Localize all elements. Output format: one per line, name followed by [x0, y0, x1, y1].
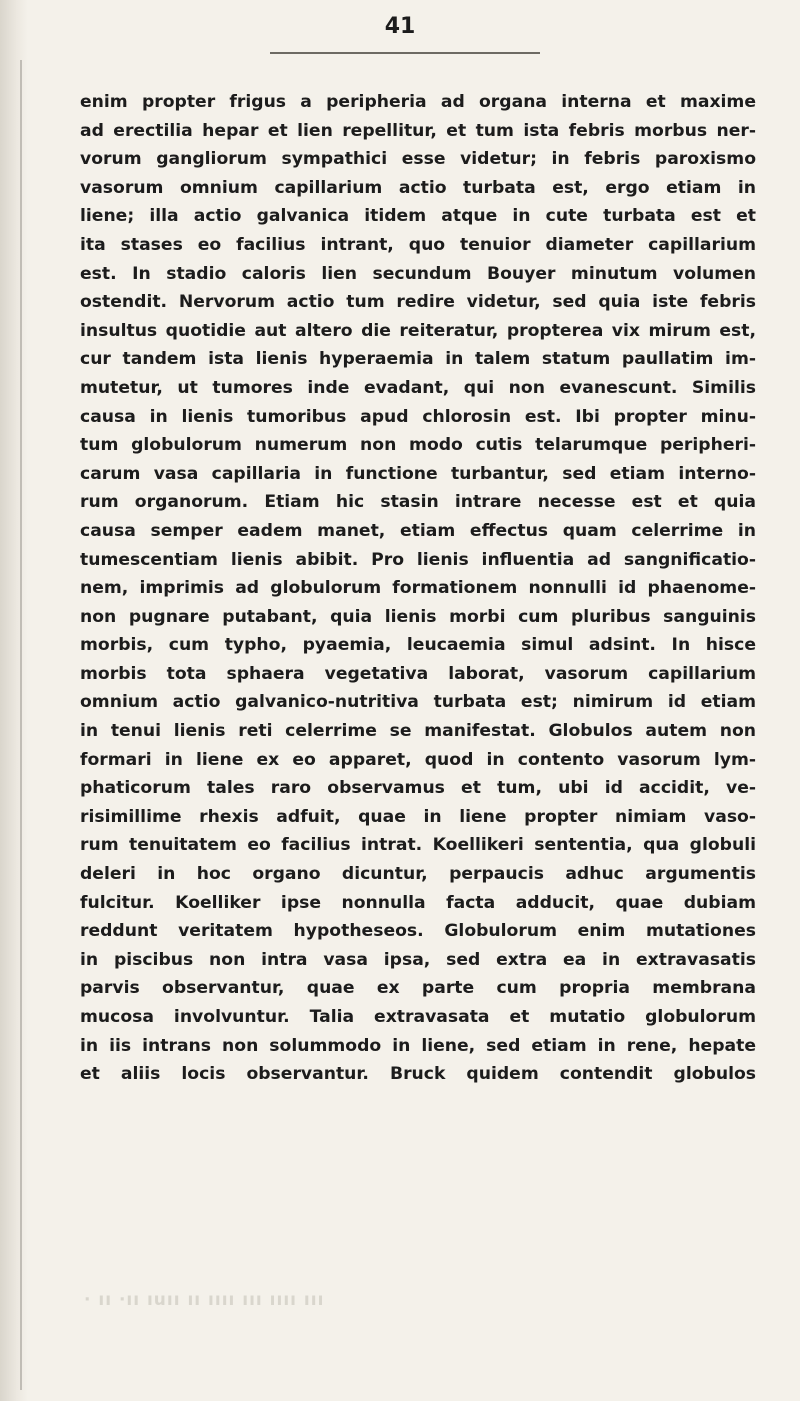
text-line: fulcitur. Koelliker ipse nonnulla facta adducit, quae dubiam: [80, 892, 756, 913]
text-line: enim propter frigus a peripheria ad organa interna et maxime: [80, 92, 756, 112]
text-line: in piscibus non intra vasa ipsa, sed extra ea in extravasatis: [80, 949, 756, 970]
text-line: est. In stadio caloris lien secundum Bouyer minutum volumen: [80, 263, 756, 284]
text-line: reddunt veritatem hypotheseos. Globulorum enim mutationes: [80, 921, 756, 942]
gutter-line: [20, 60, 22, 1390]
text-line: carum vasa capillaria in functione turbantur, sed etiam interno-: [80, 463, 756, 484]
text-line: ita stases eo facilius intrant, quo tenuior diameter capillarium: [80, 234, 756, 255]
body-text: [80, 88, 756, 1089]
header-rule: [270, 52, 540, 54]
text-line: tumescentiam lienis abibit. Pro lienis influentia ad sangnificatio-: [80, 549, 756, 570]
text-line: morbis tota sphaera vegetativa laborat, vasorum capillarium: [80, 663, 756, 684]
text-line: mucosa involvuntur. Talia extravasata et mutatio globulorum: [80, 1007, 756, 1027]
text-line: phaticorum tales raro observamus et tum, ubi id accidit, ve-: [80, 778, 756, 799]
text-line: nem, imprimis ad globulorum formationem nonnulli id phaenome-: [80, 578, 756, 599]
text-line: et aliis locis observantur. Bruck quidem contendit globulos: [80, 1064, 756, 1085]
text-line: formari in liene ex eo apparet, quod in contento vasorum lym-: [80, 749, 756, 770]
text-line: liene; illa actio galvanica itidem atque in cute turbata est et: [80, 206, 756, 227]
text-line: mutetur, ut tumores inde evadant, qui non evanescunt. Similis: [80, 377, 756, 398]
text-line: tum globulorum numerum non modo cutis telarumque peripheri-: [80, 435, 756, 456]
text-line: rum organorum. Etiam hic stasin intrare necesse est et quia: [80, 492, 756, 513]
text-line: non pugnare putabant, quia lienis morbi cum pluribus sanguinis: [80, 606, 756, 627]
text-line: ad erectilia hepar et lien repellitur, et tum ista febris morbus ner-: [80, 120, 756, 141]
text-line: causa in lienis tumoribus apud chlorosin est. Ibi propter minu-: [80, 406, 756, 427]
text-line: in iis intrans non solummodo in liene, sed etiam in rene, hepate: [80, 1035, 756, 1056]
text-line: vasorum omnium capillarium actio turbata est, ergo etiam in: [80, 177, 756, 198]
text-line: risimillime rhexis adfuit, quae in liene propter nimiam vaso-: [80, 806, 756, 827]
text-line: ostendit. Nervorum actio tum redire videtur, sed quia iste febris: [80, 292, 756, 313]
text-line: cur tandem ista lienis hyperaemia in talem statum paullatim im-: [80, 349, 756, 370]
page-number: 41: [384, 14, 416, 39]
text-line: rum tenuitatem eo facilius intrat. Koellikeri sententia, qua globuli: [80, 835, 756, 856]
show-through-text: · ıı ·ıı ıuıı ıı ıııı ııı ıııı ııı: [84, 1290, 325, 1310]
text-line: vorum gangliorum sympathici esse videtur; in febris paroxismo: [80, 149, 756, 170]
text-line: causa semper eadem manet, etiam effectus quam celerrime in: [80, 520, 756, 541]
text-line: omnium actio galvanico-nutritiva turbata est; nimirum id etiam: [80, 692, 756, 713]
text-line: insultus quotidie aut altero die reiteratur, propterea vix mirum est,: [80, 320, 756, 341]
binding-gutter: [0, 0, 28, 1401]
text-line: in tenui lienis reti celerrime se manifestat. Globulos autem non: [80, 721, 756, 742]
text-line: parvis observantur, quae ex parte cum propria membrana: [80, 978, 756, 999]
text-line: deleri in hoc organo dicuntur, perpaucis adhuc argumentis: [80, 864, 756, 885]
text-line: morbis, cum typho, pyaemia, leucaemia simul adsint. In hisce: [80, 635, 756, 656]
